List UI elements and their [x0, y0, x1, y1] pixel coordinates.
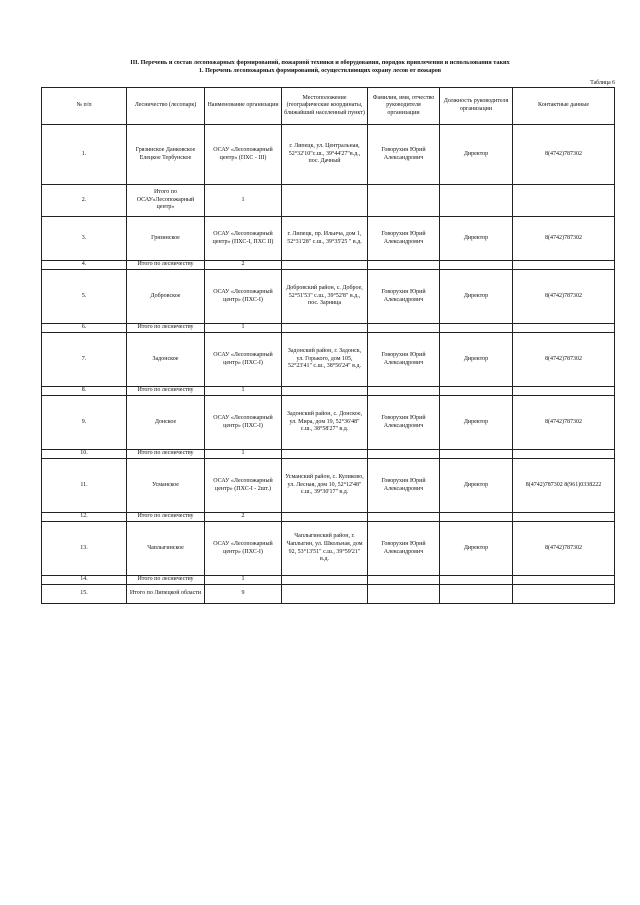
row-number-cell: 6. [42, 324, 127, 333]
row-number-cell: 3. [42, 217, 127, 261]
table-row [42, 450, 615, 459]
position-cell [440, 185, 513, 217]
location-cell [282, 585, 368, 604]
row-number-cell: 4. [42, 261, 127, 270]
table-row [42, 270, 615, 324]
head-name-cell [368, 576, 440, 585]
organization-cell: 2 [205, 261, 282, 270]
row-number-cell: 11. [42, 459, 127, 513]
head-name-cell [368, 324, 440, 333]
contacts-cell [513, 513, 615, 522]
column-header: Должность руководителя организации [440, 88, 513, 125]
location-cell [282, 513, 368, 522]
position-cell: Директор [440, 522, 513, 576]
forestry-cell: Итого по лесничеству [127, 450, 205, 459]
section-title: III. Перечень и состав лесопожарных формирований, пожарной техники и оборудования, порядок привлечения и использования таких [130, 59, 510, 66]
table-row [42, 217, 615, 261]
organization-cell: 1 [205, 450, 282, 459]
organization-cell: ОСАУ «Лесопожарный центр» (ПХС-I) [205, 270, 282, 324]
column-header: Контактные данные [513, 88, 615, 125]
location-cell: г. Липецк, ул. Центральная, 52°32'10"с.ш., 39°44'27"в.д., пос. Дачный [282, 125, 368, 185]
row-number-cell: 12. [42, 513, 127, 522]
table-row [42, 396, 615, 450]
forestry-cell: Задонское [127, 333, 205, 387]
forestry-cell: Донское [127, 396, 205, 450]
contacts-cell [513, 387, 615, 396]
table-row [42, 185, 615, 217]
column-header: № п/п [42, 88, 127, 125]
position-cell: Директор [440, 270, 513, 324]
column-header: Местоположение (географические координаты, ближайший населенный пункт) [282, 88, 368, 125]
organization-cell: 1 [205, 387, 282, 396]
location-cell: Усманский район, с. Куликово, ул. Лесная, дом 10, 52°12'48" с.ш., 39°30'17" в.д. [282, 459, 368, 513]
location-cell: Добровский район, с. Доброе, 52°51'53" с.ш., 39°52'8" в.д., пос. Зарница [282, 270, 368, 324]
head-name-cell: Говорухин Юрий Александрович [368, 217, 440, 261]
column-header: Лесничество (лесопарк) [127, 88, 205, 125]
row-number-cell: 9. [42, 396, 127, 450]
head-name-cell [368, 585, 440, 604]
row-number-cell: 2. [42, 185, 127, 217]
location-cell: Чаплыгинский район, г. Чаплыгин, ул. Школьная, дом 92, 53°13'51" с.ш., 39°59'21" в.д. [282, 522, 368, 576]
table-body [42, 125, 615, 604]
head-name-cell [368, 185, 440, 217]
head-name-cell [368, 513, 440, 522]
table-row [42, 576, 615, 585]
contacts-cell [513, 585, 615, 604]
forestry-cell: Итого по ОСАУ«Лесопожарный центр» [127, 185, 205, 217]
forest-fire-units-table [41, 87, 615, 604]
position-cell [440, 585, 513, 604]
location-cell [282, 576, 368, 585]
head-name-cell: Говорухин Юрий Александрович [368, 333, 440, 387]
contacts-cell [513, 450, 615, 459]
forestry-cell: Итого по лесничеству [127, 576, 205, 585]
contacts-cell [513, 324, 615, 333]
location-cell [282, 185, 368, 217]
forestry-cell: Итого по лесничеству [127, 513, 205, 522]
row-number-cell: 7. [42, 333, 127, 387]
row-number-cell: 10. [42, 450, 127, 459]
organization-cell: ОСАУ «Лесопожарный центр» (ПХС-I) [205, 522, 282, 576]
organization-cell: ОСАУ «Лесопожарный центр» (ПХС-I, ПХС II) [205, 217, 282, 261]
head-name-cell: Говорухин Юрий Александрович [368, 396, 440, 450]
forestry-cell: Грязинское Данковское Елецкое Тербунское [127, 125, 205, 185]
organization-cell: 1 [205, 324, 282, 333]
contacts-cell [513, 576, 615, 585]
organization-cell: 2 [205, 513, 282, 522]
column-header: Наименование организации [205, 88, 282, 125]
contacts-cell: 8(4742)787302 [513, 125, 615, 185]
location-cell: Задонский район, с. Донское, ул. Мира, дом 19, 52°36'48" с.ш., 38°58'27" в.д. [282, 396, 368, 450]
row-number-cell: 8. [42, 387, 127, 396]
contacts-cell: 8(4742)787302 [513, 270, 615, 324]
forestry-cell: Усманское [127, 459, 205, 513]
position-cell [440, 450, 513, 459]
position-cell [440, 576, 513, 585]
section-heading [30, 59, 610, 75]
forestry-cell: Итого по лесничеству [127, 261, 205, 270]
contacts-cell [513, 261, 615, 270]
table-row [42, 387, 615, 396]
head-name-cell [368, 450, 440, 459]
table-header-row [42, 88, 615, 125]
organization-cell: 1 [205, 185, 282, 217]
table-row [42, 522, 615, 576]
subsection-title: 1. Перечень лесопожарных формирований, осуществляющих охрану лесов от пожаров [198, 67, 442, 75]
table-row [42, 125, 615, 185]
organization-cell: ОСАУ «Лесопожарный центр» (ПХС-I) [205, 333, 282, 387]
row-number-cell: 14. [42, 576, 127, 585]
contacts-cell: 8(4742)787302 [513, 333, 615, 387]
contacts-cell: 8(4742)787302 8(961)0338222 [513, 459, 615, 513]
table-row [42, 261, 615, 270]
forestry-cell: Грязинское [127, 217, 205, 261]
forestry-cell: Итого по Липецкой области [127, 585, 205, 604]
forestry-cell: Добровское [127, 270, 205, 324]
position-cell: Директор [440, 459, 513, 513]
head-name-cell: Говорухин Юрий Александрович [368, 459, 440, 513]
organization-cell: ОСАУ «Лесопожарный центр» (ПХС-I) [205, 396, 282, 450]
organization-cell: ОСАУ «Лесопожарный центр» (ПХС - III) [205, 125, 282, 185]
head-name-cell: Говорухин Юрий Александрович [368, 125, 440, 185]
forestry-cell: Чаплыгинское [127, 522, 205, 576]
table-row [42, 324, 615, 333]
row-number-cell: 1. [42, 125, 127, 185]
location-cell [282, 324, 368, 333]
position-cell [440, 513, 513, 522]
contacts-cell: 8(4742)787302 [513, 396, 615, 450]
contacts-cell: 8(4742)787302 [513, 522, 615, 576]
table-row [42, 585, 615, 604]
forestry-cell: Итого по лесничеству [127, 324, 205, 333]
organization-cell: ОСАУ «Лесопожарный центр» (ПХС-I - 2шт.) [205, 459, 282, 513]
position-cell: Директор [440, 125, 513, 185]
position-cell [440, 387, 513, 396]
location-cell: г. Липецк, пр. Ильича, дом 1, 52°31'28" с.ш., 39°35'25 " в.д. [282, 217, 368, 261]
location-cell [282, 261, 368, 270]
position-cell [440, 324, 513, 333]
row-number-cell: 13. [42, 522, 127, 576]
column-header: Фамилия, имя, отчество руководителя организации [368, 88, 440, 125]
location-cell [282, 387, 368, 396]
location-cell [282, 450, 368, 459]
organization-cell: 9 [205, 585, 282, 604]
head-name-cell [368, 387, 440, 396]
position-cell: Директор [440, 333, 513, 387]
head-name-cell: Говорухин Юрий Александрович [368, 270, 440, 324]
table-row [42, 459, 615, 513]
head-name-cell [368, 261, 440, 270]
organization-cell: 1 [205, 576, 282, 585]
location-cell: Задонский район, г. Задонск, ул. Горького, дом 105, 52°23'41" с.ш., 38°56'24" в.д. [282, 333, 368, 387]
position-cell: Директор [440, 396, 513, 450]
table-row [42, 513, 615, 522]
row-number-cell: 5. [42, 270, 127, 324]
table-row [42, 333, 615, 387]
table-label: Таблица 6 [590, 80, 615, 86]
head-name-cell: Говорухин Юрий Александрович [368, 522, 440, 576]
position-cell [440, 261, 513, 270]
position-cell: Директор [440, 217, 513, 261]
contacts-cell [513, 185, 615, 217]
row-number-cell: 15. [42, 585, 127, 604]
contacts-cell: 8(4742)787302 [513, 217, 615, 261]
forestry-cell: Итого по лесничеству [127, 387, 205, 396]
